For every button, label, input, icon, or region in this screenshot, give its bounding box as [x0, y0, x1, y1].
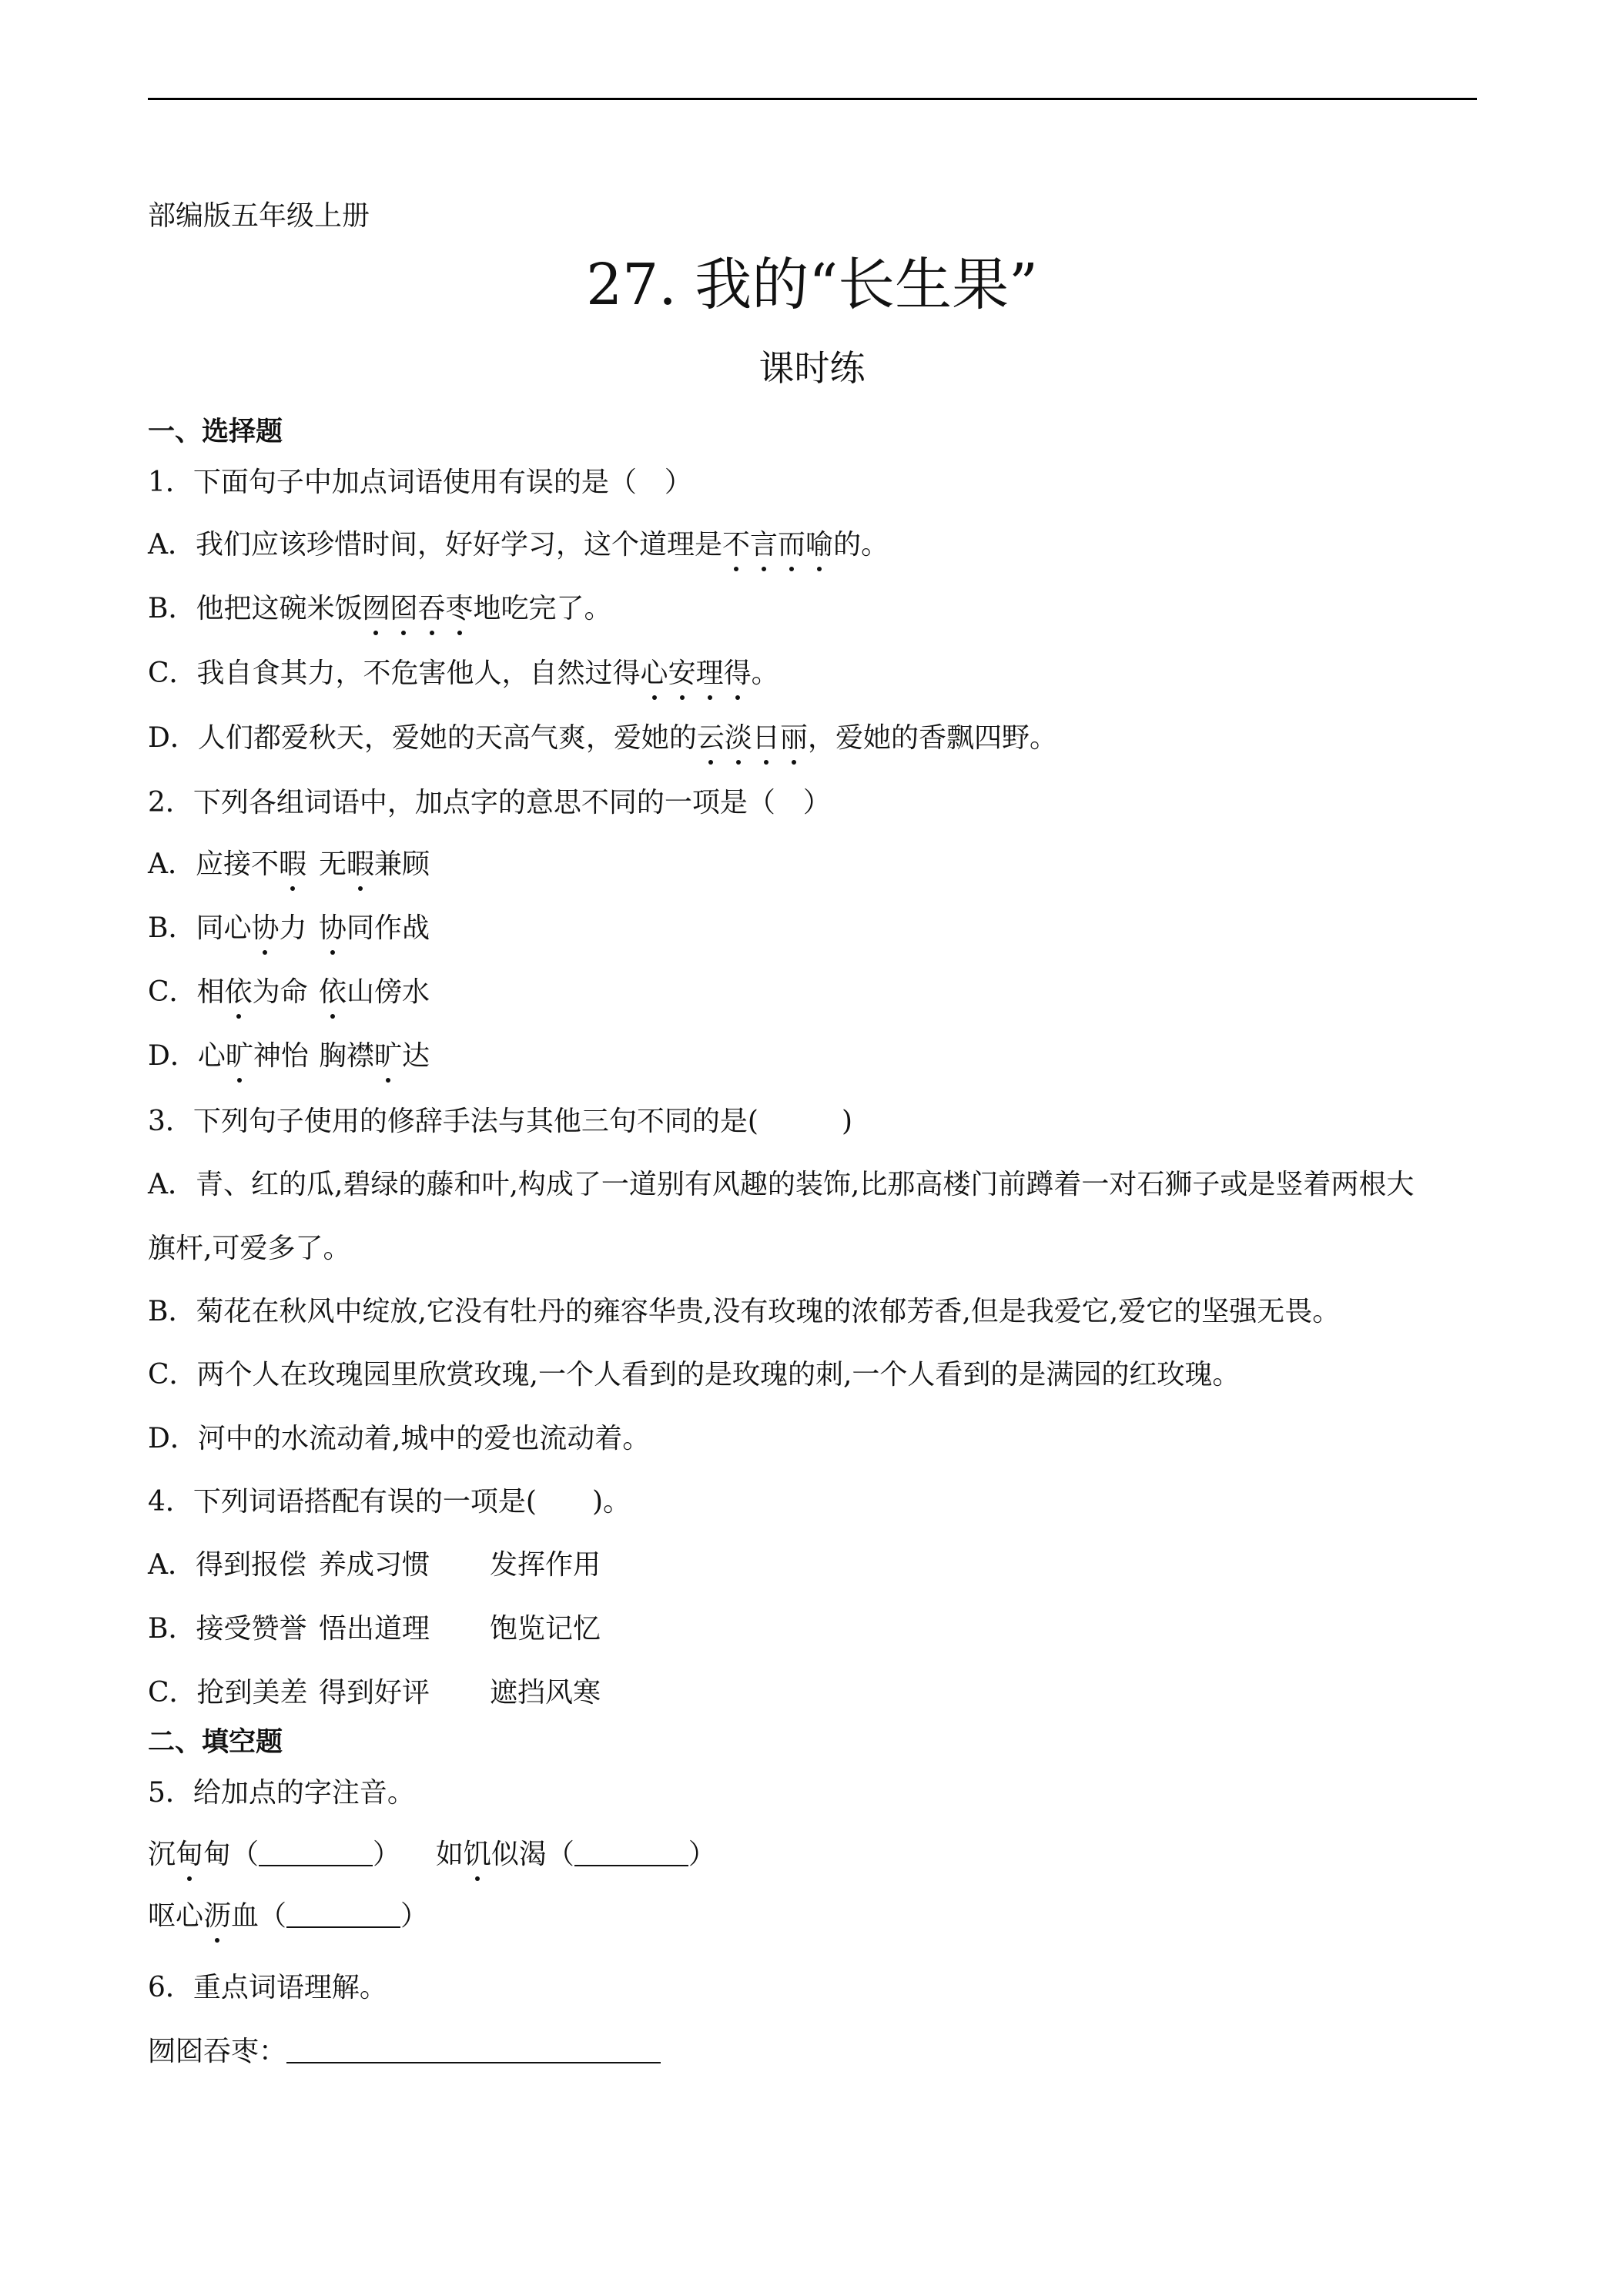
pinyin-answer-blank[interactable]: [286, 1900, 400, 1928]
textbook-series: 部编版五年级上册: [148, 200, 370, 232]
section-heading-choice: 一、选择题: [148, 417, 283, 447]
emphasis-char: 云: [697, 721, 725, 756]
question-4-option-b: B．接受赞誉 悟出道理 饱览记忆: [148, 1613, 601, 1645]
emphasis-char: 心: [641, 656, 668, 691]
section-heading-fill: 二、填空题: [148, 1727, 283, 1758]
emphasis-char: 暇: [347, 847, 374, 882]
emphasis-char: 理: [696, 656, 724, 691]
emphasis-char: 沥: [203, 1899, 231, 1934]
question-2-option-a: A．应接不暇 无暇兼顾: [148, 847, 430, 882]
question-2-option-d: D．心旷神怡 胸襟旷达: [148, 1039, 430, 1074]
question-1-option-a: A．我们应该珍惜时间，好好学习，这个道理是不言而喻的。: [148, 527, 889, 563]
emphasis-char: 饥: [464, 1837, 491, 1873]
emphasis-char: 不: [722, 527, 750, 563]
emphasis-char: 安: [668, 656, 696, 691]
pinyin-answer-blank[interactable]: [259, 1839, 373, 1866]
emphasis-char: 协: [251, 911, 279, 946]
question-4-option-c: C．抢到美差 得到好评 遮挡风寒: [148, 1677, 601, 1709]
emphasis-char: 依: [225, 975, 253, 1010]
question-1-option-c: C．我自食其力，不危害他人，自然过得心安理得。: [148, 656, 779, 691]
question-3-stem: 3．下列句子使用的修辞手法与其他三句不同的是( ): [148, 1106, 852, 1137]
question-4-option-a: A．得到报偿 养成习惯 发挥作用: [148, 1549, 601, 1581]
header-rule: [148, 98, 1477, 100]
emphasis-char: 得: [724, 656, 752, 691]
question-2-stem: 2．下列各组词语中，加点字的意思不同的一项是（ ）: [148, 787, 831, 818]
question-3-option-b: B．菊花在秋风中绽放,它没有牡丹的雍容华贵,没有玫瑰的浓郁芳香,但是我爱它,爱它的坚强无畏。: [148, 1296, 1341, 1327]
question-3-option-d: D．河中的水流动着,城中的爱也流动着。: [148, 1423, 651, 1454]
emphasis-char: 言: [750, 527, 778, 563]
question-1-option-b: B．他把这碗米饭囫囵吞枣地吃完了。: [148, 591, 612, 627]
emphasis-char: 吞: [418, 591, 446, 627]
page-subtitle: 课时练: [758, 347, 866, 389]
question-1-option-d: D．人们都爱秋天，爱她的天高气爽，爱她的云淡日丽，爱她的香飘四野。: [148, 721, 1057, 756]
emphasis-char: 暇: [279, 847, 306, 882]
emphasis-char: 旷: [226, 1039, 253, 1074]
emphasis-char: 甸: [176, 1837, 203, 1873]
question-2-option-b: B．同心协力 协同作战: [148, 911, 430, 946]
emphasis-char: 日: [752, 721, 780, 756]
emphasis-char: 枣: [446, 591, 474, 627]
emphasis-char: 淡: [725, 721, 752, 756]
question-5-stem: 5．给加点的字注音。: [148, 1777, 415, 1809]
question-2-option-c: C．相依为命 依山傍水: [148, 975, 430, 1010]
emphasis-char: 旷: [374, 1039, 402, 1074]
emphasis-char: 囵: [390, 591, 417, 627]
question-1-stem: 1．下面句子中加点词语使用有误的是（ ）: [148, 467, 692, 498]
emphasis-char: 协: [319, 911, 347, 946]
emphasis-char: 而: [778, 527, 805, 563]
question-6-line: [148, 2034, 661, 2070]
pinyin-answer-blank[interactable]: [574, 1839, 688, 1866]
question-6-stem: 6．重点词语理解。: [148, 1972, 387, 2003]
question-5-line-2: 呕心沥血（ ）: [148, 1899, 428, 1934]
emphasis-char: 依: [319, 975, 347, 1010]
question-5-line-1: 沉甸甸（ ） 如饥似渴（ ）: [148, 1837, 716, 1873]
definition-answer-blank[interactable]: [286, 2036, 661, 2063]
question-3-option-c: C．两个人在玫瑰园里欣赏玫瑰,一个人看到的是玫瑰的刺,一个人看到的是满园的红玫瑰。: [148, 1359, 1241, 1391]
emphasis-char: 丽: [780, 721, 808, 756]
page-title: 27. 我的“长生果”: [586, 252, 1038, 318]
question-3-option-a-continued: 旗杆,可爱多了。: [148, 1233, 351, 1264]
question-4-stem: 4．下列词语搭配有误的一项是( )。: [148, 1486, 631, 1518]
term-label: 囫囵吞枣：: [148, 2036, 287, 2067]
question-3-option-a: A．青、红的瓜,碧绿的藤和叶,构成了一道别有风趣的装饰,比那高楼门前蹲着一对石狮子或是竖着两根大: [148, 1169, 1415, 1200]
emphasis-char: 囫: [362, 591, 390, 627]
emphasis-char: 喻: [805, 527, 833, 563]
